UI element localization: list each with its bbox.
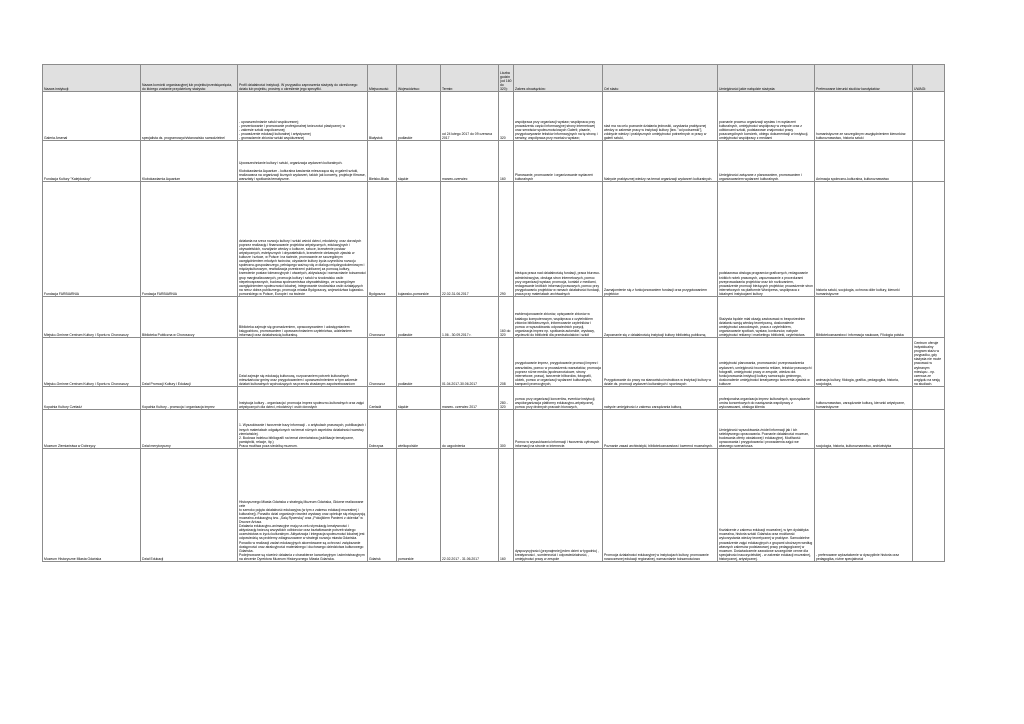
header-institution: Nazwa instytucji:	[43, 65, 141, 92]
cell-voivodeship: wielkopolskie	[397, 410, 441, 449]
cell-profile: Instytucja kultury - organizacja i promocja imprez społeczno-kulturalnych oraz zajęć artystycznych dla dzieci, młodzieży i osób dorosłych	[238, 387, 368, 410]
cell-term: 01.04.2017-30.06.2017	[441, 338, 499, 387]
cell-fields: animacja kultury, filologia, grafika, pedagogika, historia, socjologia,	[815, 338, 913, 387]
header-term: Termin:	[441, 65, 499, 92]
cell-profile: Dział zajmuje się edukacją kulturową, rozpoznaniem potrzeb kulturalnych mieszkańców gminy oraz przygotowaniem i upowszechnieniem w tym zakresie działań kulturalnych wychodzących na przeciw zbadanym zapotrzebowaniom	[238, 338, 368, 387]
cell-voivodeship: kujawsko-pomorskie	[397, 182, 441, 297]
cell-fields: - preferowane wykształcenie w dyscyplinie historia oraz pedagogika, różne specjalności	[815, 449, 913, 562]
cell-term: 22.02-31.06.2017	[441, 182, 499, 297]
cell-fields: socjologia, historia, kulturoznawstwo, archiwistyka	[815, 410, 913, 449]
cell-goal: staż ma na celu poznanie działania jednostki, uzyskania praktycznej wiedzy w zakresie pracy w instytucji kultury [tzw. "od podszewki"], zdobycie wiedzy i praktycznych umiejętności potrzebnych w pracy w galerii sztuki,	[603, 92, 718, 141]
cell-voivodeship: podlaskie	[397, 338, 441, 387]
cell-unit: Klubokawiarnia Aquarium	[141, 141, 238, 182]
cell-notes	[913, 387, 945, 410]
internship-table	[42, 64, 945, 562]
cell-unit: specjalista ds. programowych/stanowisko samodzielne/	[141, 92, 238, 141]
cell-institution: Fundacja Kultury "Kalejdoskop"	[43, 141, 141, 182]
cell-unit: Dział Edukacji	[141, 449, 238, 562]
table-row	[43, 449, 945, 562]
header-profile: Profil działalności instytucji. W przypadku zaproszenia stażysty do określonego działu lub projektu, prosimy o określenie jego specyfiki.	[238, 65, 368, 92]
cell-skills: umiejętność planowania, promowania i przeprowadzenia wydarzeń, umiejętność tworzenia reklam, tekstów prasowych i fotografii, umiejętność pracy w zespole, wiedza dot. funkcjonowania instytucji kultury samorządu gminnego, doskonalenie umiejętności kreatywnego tworzenia zjawisk w kulturze	[718, 338, 815, 387]
header-city: Miejscowość:	[368, 65, 397, 92]
cell-notes	[913, 141, 945, 182]
cell-hours: 160 do 320	[499, 297, 514, 338]
cell-fields: historia sztuki, socjologia, ochrona dóbr kultury, kierunki humanistyczne	[815, 182, 913, 297]
cell-institution: Miejsko-Gminne Centrum Kultury i Sportu w Choroszczy	[43, 338, 141, 387]
cell-voivodeship: śląskie	[397, 387, 441, 410]
cell-term: do uzgodnienia	[441, 410, 499, 449]
cell-institution: Kopalnia Kultury Czeladź	[43, 387, 141, 410]
header-fields: Preferowane kierunki studiów kandydatów:	[815, 65, 913, 92]
table-row	[43, 92, 945, 141]
cell-voivodeship: podlaskie	[397, 92, 441, 141]
cell-goal: Nabycie praktycznej wiedzy na temat organizacji wydarzeń kulturalnych.	[603, 141, 718, 182]
cell-institution: Miejsko-Gminne Centrum Kultury i Sportu w Choroszczy	[43, 297, 141, 338]
cell-skills: Kształcenie z zakresu edukacji muzealnej, w tym dydaktyka muzealna, historia sztuki Gdańska oraz możliwość wykorzystania wiedzy teoretycznej w praktyce. Samodzielne prowadzenie zajęć edukacyjnych z grupami uboższym według własnych zakresów podstawowej pracy pedagogicznej w muzeum. Doświadczenie zawodowe szczególnie cenne dla specjalności nauczycielskiej - w zakresie edukacji muzealnej, historycznej, artystycznej.	[718, 449, 815, 562]
cell-goal: Poznanie zasad archiwistyki, bibliotekoznawstwa i kwerend muzealnych.	[603, 410, 718, 449]
cell-skills: poznanie procesu organizacji wystaw i m wydarzeń kulturalnych, umiejętności współpracy w zespole oraz z odbiorcami sztuki, podstawowe znajomości pracy poszczególnych komórek, obiegu dokumentacji w instytucji, umiejętności współpracy z mediami	[718, 92, 815, 141]
cell-notes	[913, 92, 945, 141]
cell-notes	[913, 297, 945, 338]
cell-unit: Kopalnia Kultury - promocja i organizacja imprez	[141, 387, 238, 410]
spreadsheet	[42, 64, 944, 561]
cell-goal: Promocja działalności edukacyjnej w instytucjach kultury, promowanie nowoczesnej edukacji regionalnej, wzmacnianie tożsamościowo	[603, 449, 718, 562]
cell-profile: 1. Wyszukiwanie i tworzenie bazy informacji - o artykułach prasowych, publikacjach i innych materiałach odgałęzionych na temat różnych aspektów działalności warstwy ziemiańskiej. 2. Budowa indeksu bibliografii na temat ziemiaństwa (publikacje tematyczne, pamiętniki, relacje, itp.) Praca możliwa poza siedzibą muzeum.	[238, 410, 368, 449]
cell-goal: Zapoznanie się z działalnością instytucji kultury biblioteką publiczną	[603, 297, 718, 338]
cell-fields: kulturoznawstwo, zarządzanie kulturą, kierunki artystyczne, humanistyczne	[815, 387, 913, 410]
cell-city: Bydgoszcz	[368, 182, 397, 297]
cell-fields: Bibliotekoznawstwo i informacja naukowa, Filologia polska	[815, 297, 913, 338]
cell-term: 1.06 - 30.09.2017 r.	[441, 297, 499, 338]
cell-notes	[913, 182, 945, 297]
cell-duties: Pomoc w wyszukiwaniu informacji i tworzeniu cyfrowych informacji na stronie w internecie.	[514, 410, 603, 449]
cell-profile: Historycznego Miasta Gdańska z strategią Muzeum Gdańska, Główne realizowane cele to szeroko pojęta działalność edukacyjna (w tym z zakresu edukacji muzealnej i kulturalnej). Ponadto dział organizuje również wystawy oraz opiekuje się ekspozycją muzealno-edukacyjną tzw. „Salą Rycerską” oraz „Pokojikiem Paniemi z okienka” w Dworze Artusa. Działania edukacyjno-animacyjne mają na celu stymulację kreatywności i aktywizację twórczą wszystkich odbiorców oraz kształtowanie potrzeb stałego uczestnictwa w życiu kulturalnym. Aktywizacja i integracja społeczności lokalnej jest odpowiedzią na problemy zdiagnozowane w strategii rozwoju miasta Gdańska. Ponadto w realizacji zadań edukacyjnych akcentowane są ochrona i zwiększanie dostępności oraz atrakcyjności materialnego i duchowego dziedzictwa kulturowego Gdańska. Podejmowane są również działania z charakterze kancelaryjnym i administracyjnym na zlecenie Dyrektora Muzeum Historycznego Miasta Gdańska.	[238, 449, 368, 562]
cell-profile: Biblioteka zajmuje się gromadzeniem, opracowywaniem i udostępnianiem księgozbioru, promowaniem i upowszechnianiem czytelnictwa, udzielaniem informacji oraz działalnością kulturalną.	[238, 297, 368, 338]
cell-notes	[913, 410, 945, 449]
cell-institution: Muzeum Ziemiaństwa w Dobrzycy	[43, 410, 141, 449]
header-voivodeship: Województwo:	[397, 65, 441, 92]
cell-skills: Umiejętności związane z planowaniem, promowaniem i organizowaniem wydarzeń kulturalnych.	[718, 141, 815, 182]
cell-hours: 160	[499, 141, 514, 182]
table-row	[43, 387, 945, 410]
cell-city: Gdańsk	[368, 449, 397, 562]
cell-skills: Stażysta będzie miał okazję zastosować w bezpośrednim działaniu swoją wiedzę teoretyczną, doskonalenie umiejętności zawodowych, praca z czytelnikiem, organizowanie spotkań, wystaw, konkursów, nabycie umiejętności reklamy i marketingu biblioteki, czytelnictwa.	[718, 297, 815, 338]
cell-hours: 280 - 320	[499, 387, 514, 410]
cell-goal: nabycie umiejętności z zakresu zarządzania kulturą	[603, 387, 718, 410]
cell-duties: bieżąca praca nad działalnością fundacji, praca biurowo-administracyjna, obsługa stron internetowych, pomoc przy organizacji wystaw, promocja, kontakt z mediami, redagowanie krótkich informacji prasowych, pomoc przy przygotowaniu projektów w ramach działalności fundacji, praca przy materiałach archiwalnych	[514, 182, 603, 297]
cell-profile: działania na rzecz rozwoju kultury i sztuki wśród dzieci, młodzieży, oraz dorosłych poprzez realizację i finansowanie projektów artystycznych, edukacyjnych i obywatelskich, rozwijanie wiedzy o kulturze, sztuce, krzewienie postaw artystycznych, estetycznych i obywatelskich, krzewienie ciekawych zjawisk w kulturze i sztuce, w Polsce i na świecie, promowanie ze szczególnym uwzględnieniem młodych twórców, ożywianie kultury życia czynników rozwoju społeczno-gospodarczego, pełniącego ważną rolę w dialogu międzypokoleniowym i międzykulturowym, rewitalizacja przestrzeni publicznej za pomocą kultury, krzewienie postaw tolerancyjnych i otwartych, aktywizacja i wzmacnianie tożsamości grup marginalizowanych, promocja kultury i sztuki w środowisku osób niepełnosprawnych, budowa społeczeństwa obywatelskiego, ze szczególnym uwzględnieniem społeczności lokalnej, integrowanie środowiska osób działających na rzecz dobra publicznego, promocja miasta Bydgoszczy, województwa kujawsko-pomorskiego w Polsce, Europie i na świecie	[238, 182, 368, 297]
header-goal: Cel stażu:	[603, 65, 718, 92]
cell-city: Choroszcz	[368, 297, 397, 338]
cell-notes	[913, 449, 945, 562]
cell-goal: Przygotowanie do pracy na stanowisku instruktora w instytucji kultury w dziale ds. promocji wydarzeń kulturalnych i sportowych	[603, 338, 718, 387]
cell-fields: Animacja społeczno-kulturalna, kulturoznawstwo	[815, 141, 913, 182]
header-notes: UWAGI:	[913, 65, 945, 92]
cell-skills: profesjonalna organizacja imprez kulturalnych, sporządzanie umów koncertowych do nawiązania współpracy z wykonawcami, obsługa klienta	[718, 387, 815, 410]
cell-unit: Fundacja FARBIARNIA	[141, 182, 238, 297]
table-row	[43, 338, 945, 387]
header-duties: Zakres obowiązków:	[514, 65, 603, 92]
cell-profile: Upowszechnianie kultury i sztuki, organizacja wydarzeń kulturalnych. Klubokawiarnia Aquarium - kulturalna kawiarnia mieszcząca się w galerii sztuki, realizowana na organizacji licznych wydarzeń, takich jak koncerty, projekcje filmowe, warsztaty i spotkania tematyczne.	[238, 141, 368, 182]
cell-unit: Dział merytoryczny	[141, 410, 238, 449]
cell-voivodeship: podlaskie	[397, 297, 441, 338]
header-skills: Umiejętności jakie nabędzie stażysta:	[718, 65, 815, 92]
cell-city: Białystok	[368, 92, 397, 141]
cell-term: 22.02.2017 - 31.06.2017	[441, 449, 499, 562]
cell-fields: humanistyczne ze szczególnym uwzględnieniem kierunków: kulturoznawstwo, historia sztuki	[815, 92, 913, 141]
cell-duties: pomoc przy organizacji koncertów, eventów instytucji, współorganizacja platformy edukacyjno-artystycznej, pomoc przy drobnych pracach biurowych,	[514, 387, 603, 410]
cell-hours: 208	[499, 338, 514, 387]
cell-goal: Zaznajomienie się z funkcjonowaniem fundacji oraz przygotowaniem projektów	[603, 182, 718, 297]
cell-city: Dobrzyca	[368, 410, 397, 449]
cell-unit: Dział Promocji Kultury i Edukacji	[141, 338, 238, 387]
cell-institution: Fundacja FARBIARNIA	[43, 182, 141, 297]
cell-term: marzec- czerwiec 2017	[441, 387, 499, 410]
cell-city: Bielsko-Biała	[368, 141, 397, 182]
cell-hours: 300	[499, 410, 514, 449]
cell-duties: ewidencjonowanie zbiorów, opisywanie zbiorów w katalogu komputerowym, współpraca z czytelnikiem zbiorów bibliotecznych, informowanie czytelników i pomoc w wyszukiwaniu odpowiednich pozycji, organizacja imprez np. spotkania autorskie, wystawy, wycieczki do biblioteki dla przedszkolaków i szkół	[514, 297, 603, 338]
cell-duties: współpraca przy organizacji wystaw; współpraca przy prowadzeniu części informacyjnej strony internetowej oraz serwisów społecznościowych Galerii; pisanie, przygotowywanie tekstów informacyjnych na tę stronę i serwisy; współpraca przy montażu wystaw;	[514, 92, 603, 141]
cell-city: Czeladź	[368, 387, 397, 410]
cell-skills: podstawowa obsługa programów graficznych, redagowanie krótkich notek prasowych, zapoznawanie z procedurami przeprowadzania projektów oraz ich rozliczaniem, prowadzenie promocji bieżących projektów, prowadzenie stron internetowych na platformie Wordpress, współpraca z lokalnymi instytucjami kultury	[718, 182, 815, 297]
cell-duties: przygotowanie imprez, przygotowanie promocji imprez i warsztatów, pomoc w prowadzeniu warsztatów, promocja poprzez różne media (społecznościowe, strony internetowe, prasa), tworzenie bilbordów, fotografii, ulotek, pomoc w organizacji wydarzeń kulturalnych, kampanii promocyjnych,	[514, 338, 603, 387]
cell-term: od 24 lutego 2017 do 09 czerwca 2017	[441, 92, 499, 141]
table-row	[43, 141, 945, 182]
table-row	[43, 410, 945, 449]
table-row	[43, 182, 945, 297]
cell-hours: 290	[499, 182, 514, 297]
header-hours: Liczba godzin (od 160 do 320):	[499, 65, 514, 92]
cell-institution: Galeria Arsenał	[43, 92, 141, 141]
cell-hours: 160	[499, 449, 514, 562]
cell-term: marzec-czerwiec	[441, 141, 499, 182]
cell-skills: Umiejętność wyszukiwania źródeł informacji jak i ich selektywnego opracowania. Poznanie działalności muzeum, budowania oferty oświatowej i edukacyjnej. Możliwość opracowania i przygotowania i prowadzenia zajęć we własnego scenariusza.	[718, 410, 815, 449]
cell-voivodeship: śląskie	[397, 141, 441, 182]
cell-unit: Biblioteka Publiczna w Choroszczy	[141, 297, 238, 338]
cell-duties: Planowanie, promowanie i organizowanie wydarzeń kulturalnych	[514, 141, 603, 182]
cell-duties: dyspozycyjności (przynajmniej jeden dzień w tygodniu) , kreatywności , sumienności i odpowiedzialności, , umiejętności pracy w zespole	[514, 449, 603, 562]
table-row	[43, 297, 945, 338]
cell-voivodeship: pomorskie	[397, 449, 441, 562]
cell-institution: Muzeum Historyczne Miasta Gdańska	[43, 449, 141, 562]
cell-profile: - upowszechnianie sztuki współczesnej; - prezentowanie i promowanie profesjonalnej twórczości plastycznej; w - zakresie sztuki współczesnej; - prowadzenie edukacji kulturalnej i artystycznej - gromadzenie zbiorów sztuki współczesnej	[238, 92, 368, 141]
cell-city: Choroszcz	[368, 338, 397, 387]
cell-hours: 320	[499, 92, 514, 141]
header-unit: Nazwa komórki organizacyjnej lub projektu/przedsięwzięcia, do którego zostanie przydzielony stażysta:	[141, 65, 238, 92]
header-row	[43, 65, 945, 92]
cell-notes: Centrum oferuje indywidualny program stażu w przypadku, gdy stażysta nie może pracować w wybranym miesiącu - np. czerwca ze względu na sesję na studiach.	[913, 338, 945, 387]
